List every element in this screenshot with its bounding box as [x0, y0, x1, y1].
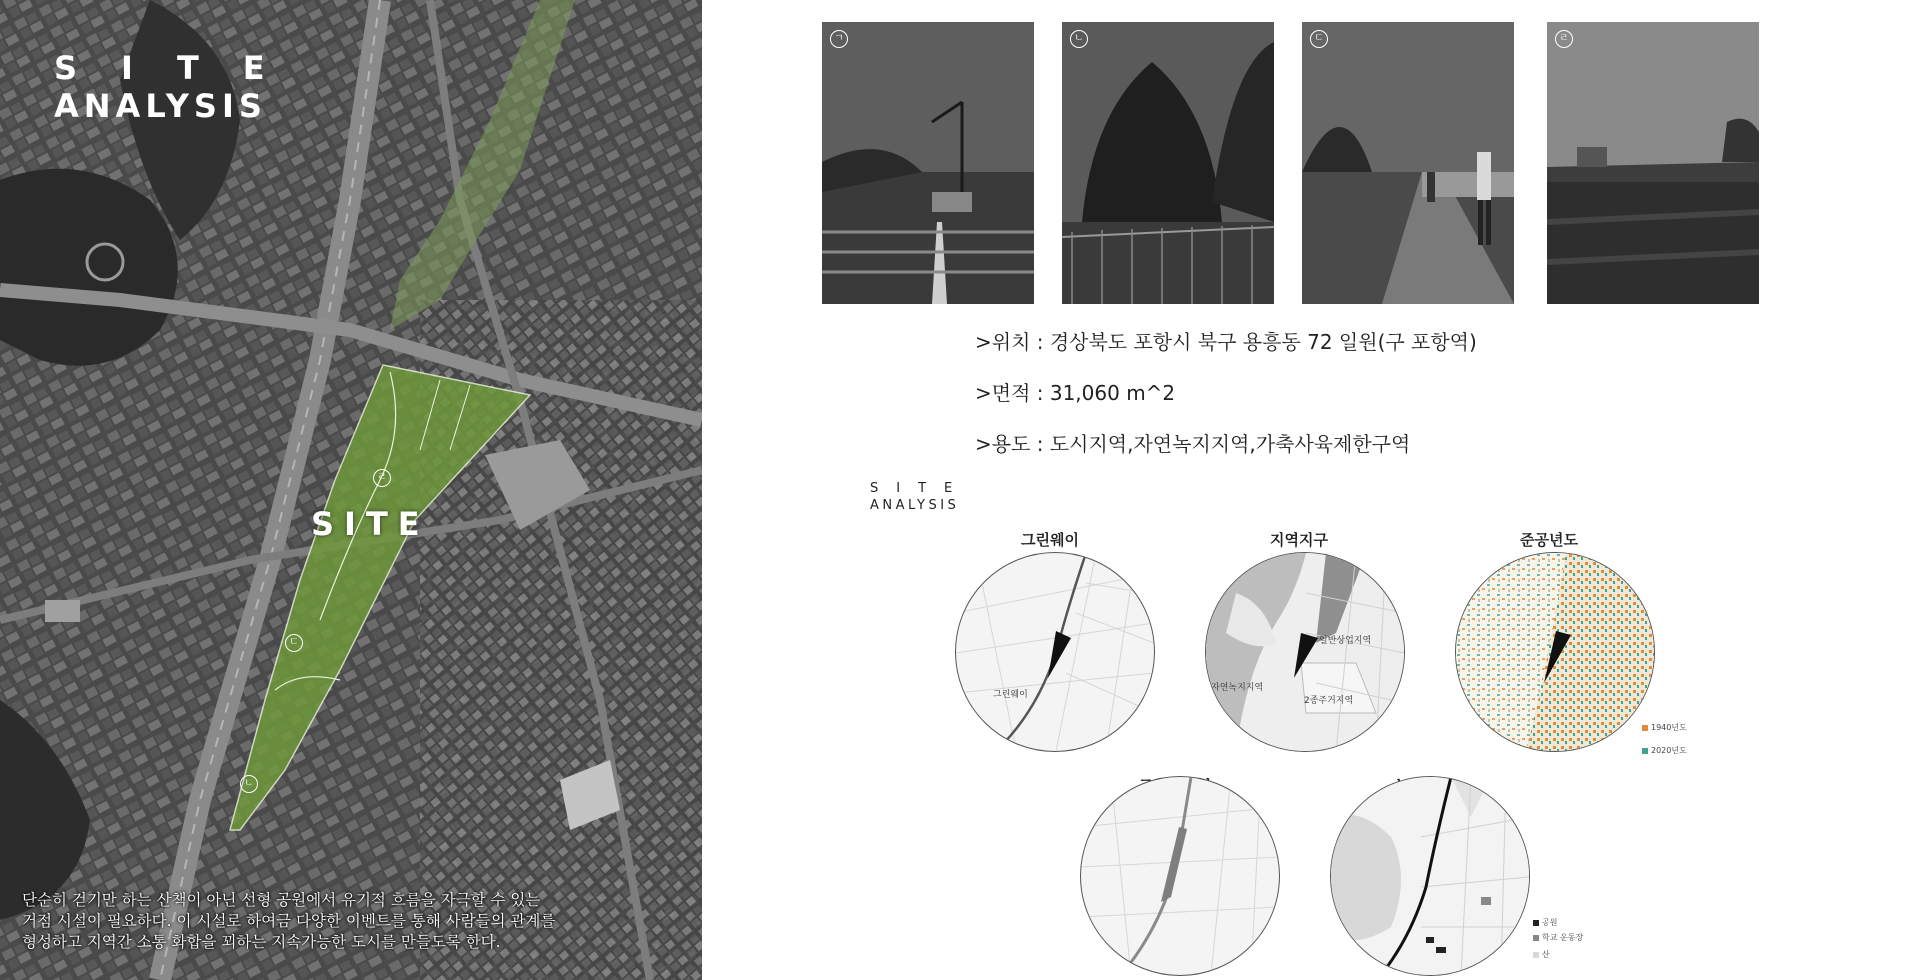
- legend-1940-label: 1940년도: [1651, 723, 1687, 732]
- photo-marker: ㄷ: [1310, 30, 1328, 48]
- aerial-title: [54, 49, 309, 125]
- aerial-description-line: 형성하고 지역간 소통 화합을 꾀하는 지속가능한 도시를 만들도록 한다.: [22, 933, 501, 951]
- site-photo-2: [1062, 22, 1274, 304]
- map-title-zoning: 지역지구: [1270, 531, 1328, 549]
- map-title-construction-year: 준공년도: [1520, 531, 1578, 549]
- legend-swatch-black: [1533, 920, 1539, 926]
- legend-1940: [1642, 722, 1687, 733]
- legend-school-label: 학교 운동장: [1542, 933, 1584, 942]
- legend-mountain-label: 산: [1542, 950, 1550, 959]
- map-greenway: [955, 552, 1155, 752]
- info-area: >면적 : 31,060 m^2: [975, 381, 1176, 405]
- aerial-title-line1: SITE: [54, 49, 309, 87]
- analysis-title-line1: SITE: [870, 481, 971, 496]
- analysis-title-line2: ANALYSIS: [870, 498, 960, 513]
- photo-marker: ㄱ: [830, 30, 848, 48]
- legend-swatch-gray: [1533, 935, 1539, 941]
- site-photo-1: [822, 22, 1034, 304]
- legend-school: [1533, 932, 1583, 943]
- photo-marker: ㄴ: [1070, 30, 1088, 48]
- info-usage: >용도 : 도시지역,자연녹지지역,가축사육제한구역: [975, 432, 1411, 456]
- map-note-commercial: 일반상업지역: [1319, 636, 1372, 646]
- legend-swatch-light: [1533, 952, 1539, 958]
- legend-swatch-teal: [1642, 748, 1648, 754]
- aerial-site-photo: [0, 0, 702, 980]
- analysis-title: [870, 480, 970, 514]
- legend-park-label: 공원: [1542, 918, 1558, 927]
- map-construction-year: [1455, 552, 1655, 752]
- map-green-status: [1330, 776, 1530, 976]
- map-railway: [1080, 776, 1280, 976]
- photo-marker: ㄹ: [1555, 30, 1573, 48]
- legend-mountain: [1533, 949, 1550, 960]
- info-location: >위치 : 경상북도 포항시 북구 용흥동 72 일원(구 포항역): [975, 330, 1477, 354]
- map-title-greenway: 그린웨이: [1021, 531, 1079, 549]
- site-photo-4: [1547, 22, 1759, 304]
- legend-2020-label: 2020년도: [1651, 746, 1687, 755]
- aerial-description-line: 단순히 걷기만 하는 산책이 아닌 선형 공원에서 유기적 흐름을 자극할 수 있는: [22, 891, 541, 909]
- aerial-map-graphic: [0, 0, 702, 980]
- aerial-marker-digeut: ㄷ: [285, 634, 303, 652]
- aerial-description: [22, 890, 672, 953]
- aerial-description-line: 거점 시설이 필요하다. 이 시설로 하여금 다양한 이벤트를 통해 사람들의 관계를: [22, 912, 556, 930]
- map-note-residential: 2종주거지역: [1304, 696, 1354, 706]
- legend-park: [1533, 917, 1557, 928]
- site-label: SITE: [311, 505, 430, 543]
- legend-2020: [1642, 745, 1687, 756]
- map-zoning: [1205, 552, 1405, 752]
- aerial-marker-rieul: ㄹ: [373, 469, 391, 487]
- site-photo-3: [1302, 22, 1514, 304]
- aerial-title-line2: ANALYSIS: [54, 87, 267, 125]
- map-note-green-zone: 자연녹지지역: [1211, 683, 1264, 693]
- map-note-greenway: 그린웨이: [993, 690, 1028, 700]
- legend-swatch-orange: [1642, 725, 1648, 731]
- aerial-marker-nieun: ㄴ: [240, 775, 258, 793]
